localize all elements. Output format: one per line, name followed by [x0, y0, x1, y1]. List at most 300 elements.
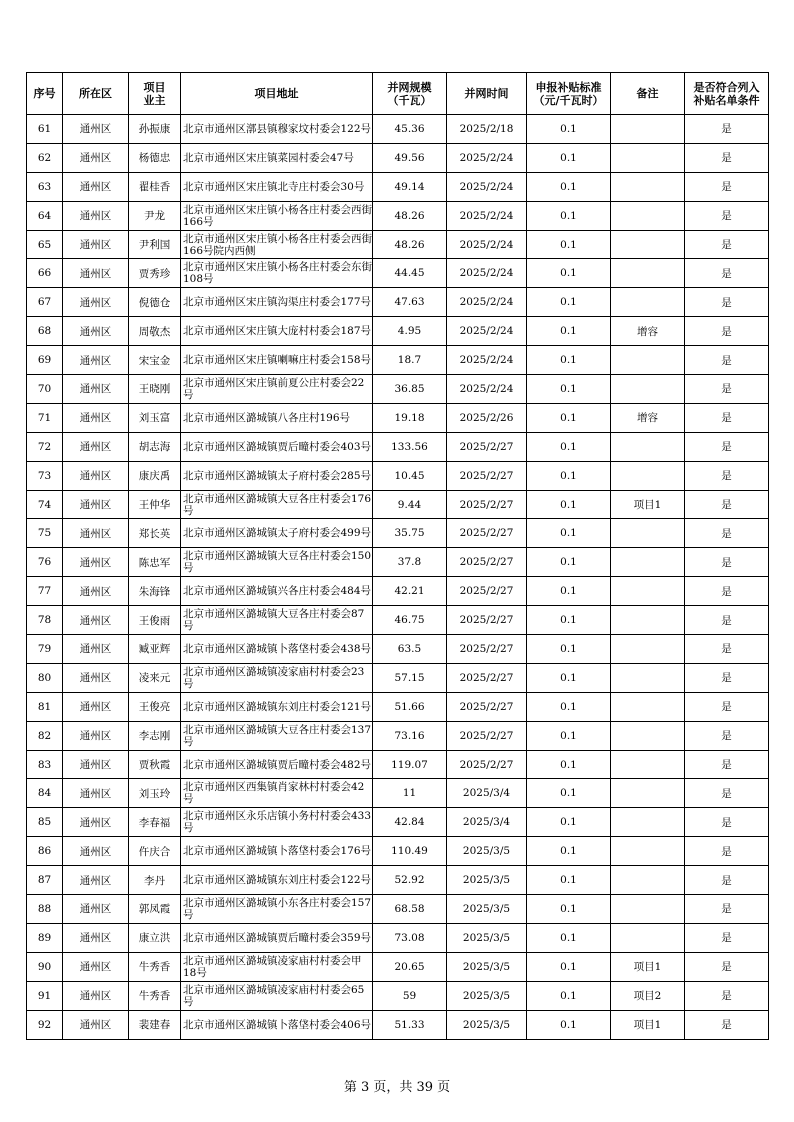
- cell-date: 2025/3/5: [447, 895, 527, 924]
- cell-date: 2025/2/24: [447, 201, 527, 230]
- cell-no: 69: [27, 346, 63, 375]
- cell-note: [611, 432, 685, 461]
- cell-no: 64: [27, 201, 63, 230]
- cell-owner: 王俊雨: [129, 606, 181, 635]
- cell-owner: 倪德仓: [129, 288, 181, 317]
- cell-eligible: 是: [685, 259, 769, 288]
- cell-eligible: 是: [685, 663, 769, 692]
- cell-standard: 0.1: [527, 403, 611, 432]
- cell-address: 北京市通州区宋庄镇小杨各庄村委会西街166号: [181, 201, 373, 230]
- cell-address: 北京市通州区潞城镇贾后疃村委会359号: [181, 923, 373, 952]
- cell-standard: 0.1: [527, 519, 611, 548]
- cell-note: 项目2: [611, 981, 685, 1010]
- cell-address: 北京市通州区潞城镇凌家庙村村委会65号: [181, 981, 373, 1010]
- cell-no: 80: [27, 663, 63, 692]
- cell-standard: 0.1: [527, 1010, 611, 1039]
- cell-date: 2025/2/27: [447, 750, 527, 779]
- cell-owner: 贾秀珍: [129, 259, 181, 288]
- cell-no: 74: [27, 490, 63, 519]
- cell-address: 北京市通州区宋庄镇喇嘛庄村委会158号: [181, 346, 373, 375]
- cell-note: [611, 721, 685, 750]
- cell-eligible: 是: [685, 952, 769, 981]
- table-row: [27, 1010, 769, 1039]
- cell-capacity: 68.58: [373, 895, 447, 924]
- cell-district: 通州区: [63, 779, 129, 808]
- cell-district: 通州区: [63, 432, 129, 461]
- cell-date: 2025/3/5: [447, 981, 527, 1010]
- cell-address: 北京市通州区潞城镇大豆各庄村委会137号: [181, 721, 373, 750]
- cell-district: 通州区: [63, 288, 129, 317]
- cell-district: 通州区: [63, 375, 129, 404]
- cell-date: 2025/2/27: [447, 432, 527, 461]
- table-row: [27, 519, 769, 548]
- cell-eligible: 是: [685, 490, 769, 519]
- cell-capacity: 48.26: [373, 230, 447, 259]
- cell-date: 2025/2/27: [447, 519, 527, 548]
- cell-owner: 孙振康: [129, 115, 181, 144]
- table-header: [27, 73, 769, 115]
- cell-no: 88: [27, 895, 63, 924]
- table-row: [27, 259, 769, 288]
- cell-no: 85: [27, 808, 63, 837]
- cell-note: [611, 346, 685, 375]
- table-row: [27, 288, 769, 317]
- cell-owner: 陈忠军: [129, 548, 181, 577]
- cell-no: 79: [27, 635, 63, 664]
- cell-eligible: 是: [685, 837, 769, 866]
- cell-owner: 翟桂香: [129, 172, 181, 201]
- table-row: [27, 317, 769, 346]
- cell-eligible: 是: [685, 143, 769, 172]
- cell-note: 增容: [611, 403, 685, 432]
- cell-note: 增容: [611, 317, 685, 346]
- cell-capacity: 51.33: [373, 1010, 447, 1039]
- cell-district: 通州区: [63, 201, 129, 230]
- cell-date: 2025/3/5: [447, 1010, 527, 1039]
- cell-owner: 尹龙: [129, 201, 181, 230]
- cell-no: 68: [27, 317, 63, 346]
- cell-standard: 0.1: [527, 692, 611, 721]
- cell-address: 北京市通州区潞城镇大豆各庄村委会87号: [181, 606, 373, 635]
- cell-note: [611, 201, 685, 230]
- cell-capacity: 110.49: [373, 837, 447, 866]
- table-row: [27, 490, 769, 519]
- cell-standard: 0.1: [527, 895, 611, 924]
- cell-date: 2025/3/5: [447, 837, 527, 866]
- cell-note: [611, 375, 685, 404]
- cell-owner: 臧亚辉: [129, 635, 181, 664]
- cell-district: 通州区: [63, 259, 129, 288]
- cell-eligible: 是: [685, 548, 769, 577]
- cell-note: [611, 866, 685, 895]
- cell-standard: 0.1: [527, 346, 611, 375]
- cell-capacity: 45.36: [373, 115, 447, 144]
- cell-standard: 0.1: [527, 201, 611, 230]
- cell-district: 通州区: [63, 143, 129, 172]
- cell-district: 通州区: [63, 317, 129, 346]
- cell-address: 北京市通州区潞城镇东刘庄村委会121号: [181, 692, 373, 721]
- cell-district: 通州区: [63, 721, 129, 750]
- cell-no: 91: [27, 981, 63, 1010]
- header-owner: 项目 业主: [129, 73, 181, 115]
- cell-capacity: 73.16: [373, 721, 447, 750]
- header-capacity: 并网规模 （千瓦）: [373, 73, 447, 115]
- cell-standard: 0.1: [527, 317, 611, 346]
- cell-note: [611, 750, 685, 779]
- cell-district: 通州区: [63, 895, 129, 924]
- cell-district: 通州区: [63, 981, 129, 1010]
- cell-capacity: 44.45: [373, 259, 447, 288]
- cell-date: 2025/2/27: [447, 635, 527, 664]
- cell-capacity: 49.14: [373, 172, 447, 201]
- table-row: [27, 663, 769, 692]
- cell-note: 项目1: [611, 1010, 685, 1039]
- cell-owner: 裴建春: [129, 1010, 181, 1039]
- cell-address: 北京市通州区潞城镇凌家庙村村委会甲18号: [181, 952, 373, 981]
- cell-date: 2025/3/5: [447, 952, 527, 981]
- cell-capacity: 19.18: [373, 403, 447, 432]
- cell-owner: 李春福: [129, 808, 181, 837]
- cell-capacity: 59: [373, 981, 447, 1010]
- cell-district: 通州区: [63, 606, 129, 635]
- cell-owner: 贾秋霞: [129, 750, 181, 779]
- cell-note: [611, 230, 685, 259]
- table-row: [27, 548, 769, 577]
- cell-eligible: 是: [685, 721, 769, 750]
- header-standard: 申报补贴标准 （元/千瓦时）: [527, 73, 611, 115]
- cell-note: [611, 923, 685, 952]
- table-row: [27, 461, 769, 490]
- table-row: [27, 432, 769, 461]
- table-row: [27, 403, 769, 432]
- cell-owner: 仵庆合: [129, 837, 181, 866]
- cell-date: 2025/2/24: [447, 346, 527, 375]
- cell-no: 77: [27, 577, 63, 606]
- cell-no: 87: [27, 866, 63, 895]
- cell-date: 2025/2/24: [447, 375, 527, 404]
- cell-owner: 宋宝金: [129, 346, 181, 375]
- cell-date: 2025/2/26: [447, 403, 527, 432]
- cell-no: 71: [27, 403, 63, 432]
- cell-eligible: 是: [685, 1010, 769, 1039]
- cell-capacity: 36.85: [373, 375, 447, 404]
- cell-date: 2025/2/24: [447, 230, 527, 259]
- header-note: 备注: [611, 73, 685, 115]
- cell-note: [611, 692, 685, 721]
- cell-no: 65: [27, 230, 63, 259]
- cell-eligible: 是: [685, 115, 769, 144]
- cell-address: 北京市通州区潞城镇东刘庄村委会122号: [181, 866, 373, 895]
- header-date: 并网时间: [447, 73, 527, 115]
- cell-eligible: 是: [685, 461, 769, 490]
- cell-note: [611, 779, 685, 808]
- cell-date: 2025/2/24: [447, 259, 527, 288]
- cell-note: [611, 548, 685, 577]
- cell-no: 84: [27, 779, 63, 808]
- cell-owner: 刘玉玲: [129, 779, 181, 808]
- cell-eligible: 是: [685, 635, 769, 664]
- cell-eligible: 是: [685, 923, 769, 952]
- page-footer: 第 3 页，共 39 页: [343, 1080, 451, 1095]
- table-row: [27, 606, 769, 635]
- cell-capacity: 20.65: [373, 952, 447, 981]
- cell-standard: 0.1: [527, 288, 611, 317]
- cell-standard: 0.1: [527, 461, 611, 490]
- cell-capacity: 47.63: [373, 288, 447, 317]
- cell-no: 61: [27, 115, 63, 144]
- cell-owner: 王晓刚: [129, 375, 181, 404]
- table-row: [27, 866, 769, 895]
- cell-standard: 0.1: [527, 548, 611, 577]
- cell-no: 70: [27, 375, 63, 404]
- cell-address: 北京市通州区潞城镇太子府村委会285号: [181, 461, 373, 490]
- cell-address: 北京市通州区潞城镇贾后疃村委会403号: [181, 432, 373, 461]
- cell-address: 北京市通州区宋庄镇小杨各庄村委会西街166号院内西侧: [181, 230, 373, 259]
- cell-no: 78: [27, 606, 63, 635]
- cell-address: 北京市通州区漷县镇穆家坟村委会122号: [181, 115, 373, 144]
- cell-note: [611, 519, 685, 548]
- cell-date: 2025/3/4: [447, 779, 527, 808]
- cell-address: 北京市通州区潞城镇大豆各庄村委会176号: [181, 490, 373, 519]
- header-address: 项目地址: [181, 73, 373, 115]
- cell-standard: 0.1: [527, 490, 611, 519]
- cell-eligible: 是: [685, 201, 769, 230]
- table-row: [27, 952, 769, 981]
- cell-date: 2025/2/27: [447, 577, 527, 606]
- cell-eligible: 是: [685, 403, 769, 432]
- cell-address: 北京市通州区潞城镇小东各庄村委会157号: [181, 895, 373, 924]
- cell-eligible: 是: [685, 981, 769, 1010]
- cell-date: 2025/2/24: [447, 288, 527, 317]
- table-row: [27, 837, 769, 866]
- header-eligible: 是否符合列入 补贴名单条件: [685, 73, 769, 115]
- cell-standard: 0.1: [527, 779, 611, 808]
- cell-eligible: 是: [685, 346, 769, 375]
- cell-district: 通州区: [63, 866, 129, 895]
- cell-owner: 刘玉富: [129, 403, 181, 432]
- cell-owner: 杨德忠: [129, 143, 181, 172]
- cell-standard: 0.1: [527, 981, 611, 1010]
- cell-owner: 康立洪: [129, 923, 181, 952]
- table-row: [27, 692, 769, 721]
- cell-address: 北京市通州区宋庄镇菜园村委会47号: [181, 143, 373, 172]
- cell-standard: 0.1: [527, 432, 611, 461]
- cell-note: [611, 577, 685, 606]
- cell-note: [611, 461, 685, 490]
- cell-standard: 0.1: [527, 230, 611, 259]
- cell-district: 通州区: [63, 230, 129, 259]
- cell-no: 81: [27, 692, 63, 721]
- cell-no: 75: [27, 519, 63, 548]
- cell-no: 72: [27, 432, 63, 461]
- cell-date: 2025/2/24: [447, 172, 527, 201]
- cell-note: [611, 808, 685, 837]
- cell-note: [611, 143, 685, 172]
- cell-standard: 0.1: [527, 721, 611, 750]
- cell-no: 67: [27, 288, 63, 317]
- cell-owner: 胡志海: [129, 432, 181, 461]
- cell-owner: 牛秀香: [129, 981, 181, 1010]
- cell-eligible: 是: [685, 288, 769, 317]
- cell-district: 通州区: [63, 692, 129, 721]
- cell-address: 北京市通州区潞城镇八各庄村196号: [181, 403, 373, 432]
- cell-date: 2025/2/27: [447, 548, 527, 577]
- cell-district: 通州区: [63, 837, 129, 866]
- cell-district: 通州区: [63, 952, 129, 981]
- table-row: [27, 895, 769, 924]
- cell-no: 76: [27, 548, 63, 577]
- cell-address: 北京市通州区潞城镇凌家庙村村委会23号: [181, 663, 373, 692]
- cell-capacity: 10.45: [373, 461, 447, 490]
- cell-note: [611, 172, 685, 201]
- cell-date: 2025/3/4: [447, 808, 527, 837]
- cell-date: 2025/2/24: [447, 143, 527, 172]
- cell-eligible: 是: [685, 866, 769, 895]
- cell-address: 北京市通州区潞城镇贾后疃村委会482号: [181, 750, 373, 779]
- cell-eligible: 是: [685, 432, 769, 461]
- cell-address: 北京市通州区潞城镇兴各庄村委会484号: [181, 577, 373, 606]
- cell-capacity: 35.75: [373, 519, 447, 548]
- table-row: [27, 779, 769, 808]
- cell-address: 北京市通州区宋庄镇大庞村村委会187号: [181, 317, 373, 346]
- table-row: [27, 721, 769, 750]
- cell-standard: 0.1: [527, 172, 611, 201]
- cell-owner: 王仲华: [129, 490, 181, 519]
- cell-district: 通州区: [63, 461, 129, 490]
- cell-standard: 0.1: [527, 837, 611, 866]
- header-district: 所在区: [63, 73, 129, 115]
- cell-capacity: 63.5: [373, 635, 447, 664]
- table-body: [27, 115, 769, 1040]
- header-no: 序号: [27, 73, 63, 115]
- cell-capacity: 11: [373, 779, 447, 808]
- cell-note: 项目1: [611, 952, 685, 981]
- table-row: [27, 577, 769, 606]
- cell-no: 86: [27, 837, 63, 866]
- cell-capacity: 49.56: [373, 143, 447, 172]
- cell-capacity: 48.26: [373, 201, 447, 230]
- cell-standard: 0.1: [527, 663, 611, 692]
- table-row: [27, 375, 769, 404]
- cell-capacity: 42.84: [373, 808, 447, 837]
- cell-standard: 0.1: [527, 808, 611, 837]
- cell-capacity: 37.8: [373, 548, 447, 577]
- cell-address: 北京市通州区宋庄镇北寺庄村委会30号: [181, 172, 373, 201]
- cell-no: 89: [27, 923, 63, 952]
- cell-standard: 0.1: [527, 259, 611, 288]
- cell-date: 2025/3/5: [447, 866, 527, 895]
- cell-address: 北京市通州区潞城镇卜落垡村委会438号: [181, 635, 373, 664]
- cell-capacity: 4.95: [373, 317, 447, 346]
- cell-eligible: 是: [685, 172, 769, 201]
- cell-address: 北京市通州区潞城镇卜落垡村委会406号: [181, 1010, 373, 1039]
- cell-eligible: 是: [685, 606, 769, 635]
- cell-capacity: 42.21: [373, 577, 447, 606]
- cell-owner: 郑长英: [129, 519, 181, 548]
- cell-no: 90: [27, 952, 63, 981]
- table-row: [27, 143, 769, 172]
- cell-eligible: 是: [685, 692, 769, 721]
- cell-eligible: 是: [685, 577, 769, 606]
- cell-district: 通州区: [63, 808, 129, 837]
- cell-owner: 王俊亮: [129, 692, 181, 721]
- cell-date: 2025/2/27: [447, 461, 527, 490]
- cell-date: 2025/2/24: [447, 317, 527, 346]
- cell-note: [611, 606, 685, 635]
- cell-capacity: 46.75: [373, 606, 447, 635]
- cell-date: 2025/2/27: [447, 490, 527, 519]
- cell-district: 通州区: [63, 519, 129, 548]
- cell-district: 通州区: [63, 923, 129, 952]
- cell-date: 2025/2/27: [447, 606, 527, 635]
- cell-standard: 0.1: [527, 115, 611, 144]
- cell-date: 2025/2/27: [447, 663, 527, 692]
- cell-owner: 郭凤霞: [129, 895, 181, 924]
- cell-no: 82: [27, 721, 63, 750]
- cell-district: 通州区: [63, 663, 129, 692]
- cell-standard: 0.1: [527, 375, 611, 404]
- cell-note: [611, 895, 685, 924]
- cell-address: 北京市通州区西集镇肖家林村村委会42号: [181, 779, 373, 808]
- table-row: [27, 635, 769, 664]
- cell-standard: 0.1: [527, 635, 611, 664]
- cell-district: 通州区: [63, 172, 129, 201]
- cell-no: 92: [27, 1010, 63, 1039]
- cell-address: 北京市通州区宋庄镇沟渠庄村委会177号: [181, 288, 373, 317]
- cell-district: 通州区: [63, 750, 129, 779]
- cell-date: 2025/2/27: [447, 692, 527, 721]
- cell-eligible: 是: [685, 750, 769, 779]
- cell-note: [611, 635, 685, 664]
- cell-date: 2025/2/27: [447, 721, 527, 750]
- cell-address: 北京市通州区宋庄镇小杨各庄村委会东街108号: [181, 259, 373, 288]
- cell-eligible: 是: [685, 230, 769, 259]
- cell-capacity: 119.07: [373, 750, 447, 779]
- cell-eligible: 是: [685, 808, 769, 837]
- cell-standard: 0.1: [527, 750, 611, 779]
- cell-standard: 0.1: [527, 577, 611, 606]
- table-row: [27, 201, 769, 230]
- cell-capacity: 52.92: [373, 866, 447, 895]
- cell-standard: 0.1: [527, 866, 611, 895]
- cell-address: 北京市通州区潞城镇太子府村委会499号: [181, 519, 373, 548]
- cell-district: 通州区: [63, 403, 129, 432]
- table-row: [27, 346, 769, 375]
- subsidy-table: [26, 72, 769, 1040]
- cell-district: 通州区: [63, 548, 129, 577]
- header-row: [27, 73, 769, 115]
- cell-district: 通州区: [63, 577, 129, 606]
- cell-note: [611, 837, 685, 866]
- table-row: [27, 750, 769, 779]
- table-row: [27, 230, 769, 259]
- cell-address: 北京市通州区永乐店镇小务村村委会433号: [181, 808, 373, 837]
- cell-standard: 0.1: [527, 606, 611, 635]
- cell-address: 北京市通州区宋庄镇前夏公庄村委会22号: [181, 375, 373, 404]
- cell-capacity: 18.7: [373, 346, 447, 375]
- cell-note: [611, 259, 685, 288]
- cell-district: 通州区: [63, 115, 129, 144]
- cell-owner: 周敬杰: [129, 317, 181, 346]
- cell-address: 北京市通州区潞城镇大豆各庄村委会150号: [181, 548, 373, 577]
- cell-owner: 李志刚: [129, 721, 181, 750]
- cell-no: 73: [27, 461, 63, 490]
- cell-no: 83: [27, 750, 63, 779]
- cell-capacity: 133.56: [373, 432, 447, 461]
- table-row: [27, 172, 769, 201]
- cell-eligible: 是: [685, 317, 769, 346]
- cell-owner: 牛秀香: [129, 952, 181, 981]
